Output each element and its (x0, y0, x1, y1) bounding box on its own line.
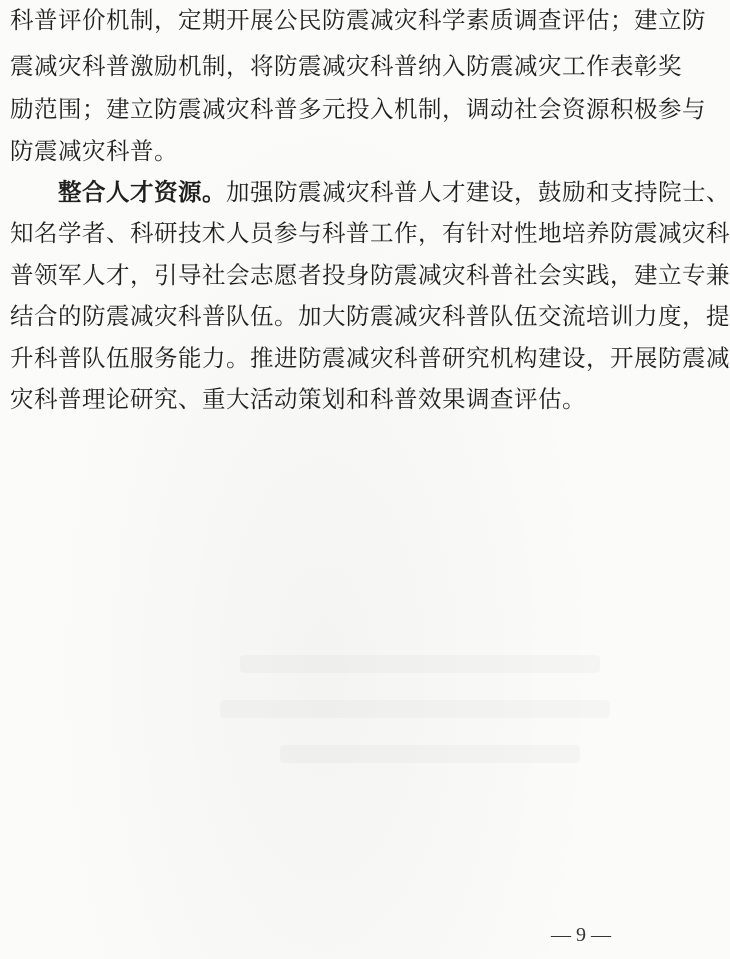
show-through-artifact (280, 745, 580, 763)
paragraph-2-line-5: 升科普队伍服务能力。推进防震减灾科普研究机构建设，开展防震减 (10, 344, 730, 372)
paragraph-2-line-1-text: 加强防震减灾科普人才建设，鼓励和支持院士、 (226, 178, 730, 206)
paragraph-2-line-3: 普领军人才，引导社会志愿者投身防震减灾科普社会实践，建立专兼 (10, 261, 730, 289)
paragraph-1-line-1: 科普评价机制，定期开展公民防震减灾科学素质调查评估；建立防 (10, 6, 706, 34)
paragraph-heading: 整合人才资源。 (58, 178, 226, 206)
show-through-artifact (240, 655, 600, 673)
paragraph-2-line-6: 灾科普理论研究、重大活动策划和科普效果调查评估。 (10, 385, 586, 413)
paragraph-1-line-2: 震减灾科普激励机制，将防震减灾科普纳入防震减灾工作表彰奖 (10, 52, 682, 80)
paragraph-2-line-1 (58, 172, 730, 212)
paragraph-2-line-4: 结合的防震减灾科普队伍。加大防震减灾科普队伍交流培训力度，提 (10, 302, 730, 330)
show-through-artifact (220, 700, 610, 718)
paragraph-2-line-2: 知名学者、科研技术人员参与科普工作，有针对性地培养防震减灾科 (10, 219, 730, 247)
paragraph-1-line-3: 励范围；建立防震减灾科普多元投入机制，调动社会资源积极参与 (10, 95, 706, 123)
paragraph-1-line-4: 防震减灾科普。 (10, 137, 178, 165)
page-number: — 9 — (551, 924, 611, 946)
